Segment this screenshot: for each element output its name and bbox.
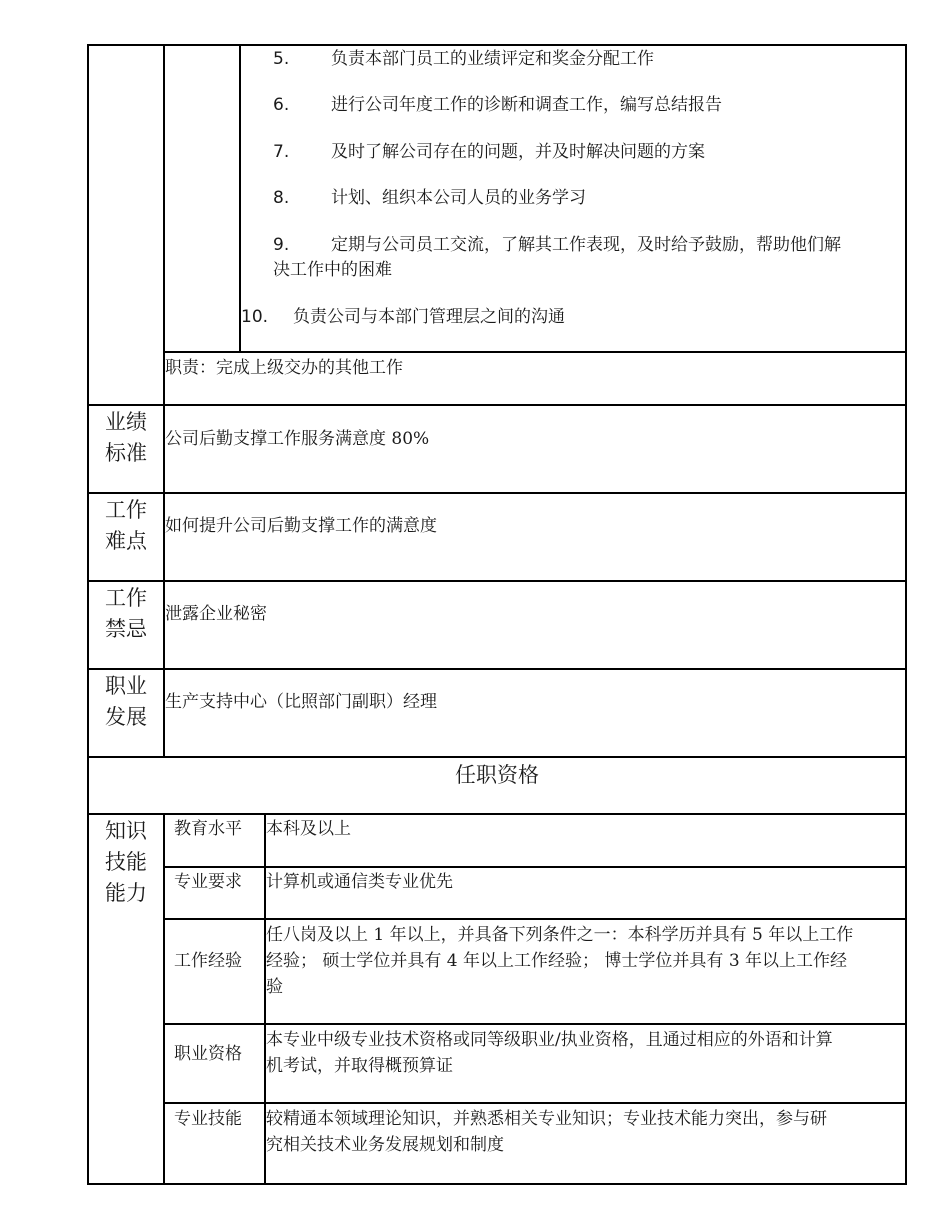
duty-item-5-text: 负责本部门员工的业绩评定和奖金分配工作 (331, 49, 654, 69)
performance-label-line2: 标准 (105, 441, 147, 465)
table-border-left (87, 44, 89, 1185)
major-label: 专业要求 (174, 872, 242, 892)
experience-value-line2: 经验； 硕士学位并具有 4 年以上工作经验； 博士学位并具有 3 年以上工作经 (266, 951, 848, 971)
duty-item-9-text-cont: 决工作中的困难 (273, 260, 392, 280)
experience-value-line1: 任八岗及以上 1 年以上，并具备下列条件之一：本科学历并具有 5 年以上工作 (266, 925, 854, 945)
qualification-cert-label: 职业资格 (174, 1044, 242, 1064)
difficulty-label-line1: 工作 (105, 498, 147, 522)
performance-label (90, 407, 162, 469)
experience-label: 工作经验 (174, 951, 242, 971)
label-column-divider (163, 44, 165, 758)
career-label-line1: 职业 (105, 674, 147, 698)
taboo-label (90, 583, 162, 645)
experience-value-line3: 验 (266, 977, 283, 997)
difficulty-label-line2: 难点 (105, 529, 147, 553)
knowledge-label-line2: 技能 (105, 850, 147, 874)
difficulty-value: 如何提升公司后勤支撑工作的满意度 (165, 516, 437, 536)
duty-item-7-number: 7. (273, 142, 290, 162)
knowledge-row-separator (163, 918, 907, 920)
knowledge-label-divider (163, 813, 165, 1185)
difficulty-label (90, 495, 162, 557)
row-separator (87, 492, 907, 494)
table-border-right (905, 44, 907, 1185)
row-separator (87, 756, 907, 758)
qualification-cert-value-line1: 本专业中级专业技术资格或同等级职业/执业资格，且通过相应的外语和计算 (266, 1030, 833, 1050)
duty-item-7-text: 及时了解公司存在的问题，并及时解决问题的方案 (331, 142, 705, 162)
education-label: 教育水平 (174, 819, 242, 839)
duty-item-9-number: 9. (273, 235, 290, 255)
table-border-bottom (87, 1183, 907, 1185)
knowledge-row-separator (163, 1023, 907, 1025)
duty-item-9-text: 定期与公司员工交流，了解其工作表现，及时给予鼓励，帮助他们解 (331, 235, 841, 255)
knowledge-label-line3: 能力 (105, 881, 147, 905)
duty-item-6-number: 6. (273, 95, 290, 115)
skill-value-line1: 较精通本领域理论知识，并熟悉相关专业知识；专业技术能力突出，参与研 (266, 1109, 827, 1129)
duty-item-5-number: 5. (273, 49, 290, 69)
qualification-title: 任职资格 (455, 763, 539, 787)
duty-list-bottom-line (163, 351, 907, 353)
performance-label-line1: 业绩 (105, 410, 147, 434)
row-separator (87, 813, 907, 815)
knowledge-label (90, 816, 162, 909)
duty-item-6-text: 进行公司年度工作的诊断和调查工作，编写总结报告 (331, 95, 722, 115)
skill-value-line2: 究相关技术业务发展规划和制度 (266, 1135, 504, 1155)
knowledge-row-separator (163, 866, 907, 868)
row-separator (87, 404, 907, 406)
row-separator (87, 668, 907, 670)
qualification-cert-value-line2: 机考试，并取得概预算证 (266, 1056, 453, 1076)
row-separator (87, 580, 907, 582)
duty-other: 职责：完成上级交办的其他工作 (165, 358, 403, 378)
career-label-line2: 发展 (105, 705, 147, 729)
duty-item-8-text: 计划、组织本公司人员的业务学习 (331, 188, 586, 208)
career-label (90, 671, 162, 733)
taboo-label-line1: 工作 (105, 586, 147, 610)
knowledge-row-separator (163, 1102, 907, 1104)
taboo-value: 泄露企业秘密 (165, 604, 267, 624)
skill-label: 专业技能 (174, 1109, 242, 1129)
duty-item-8-number: 8. (273, 188, 290, 208)
duty-item-10-text: 负责公司与本部门管理层之间的沟通 (293, 307, 565, 327)
education-value: 本科及以上 (266, 819, 351, 839)
major-value: 计算机或通信类专业优先 (266, 872, 453, 892)
taboo-label-line2: 禁忌 (105, 617, 147, 641)
duty-item-10-number: 10. (241, 307, 269, 327)
knowledge-label-line1: 知识 (105, 819, 147, 843)
career-value: 生产支持中心（比照部门副职）经理 (165, 692, 437, 712)
performance-value: 公司后勤支撑工作服务满意度 80% (165, 429, 430, 449)
